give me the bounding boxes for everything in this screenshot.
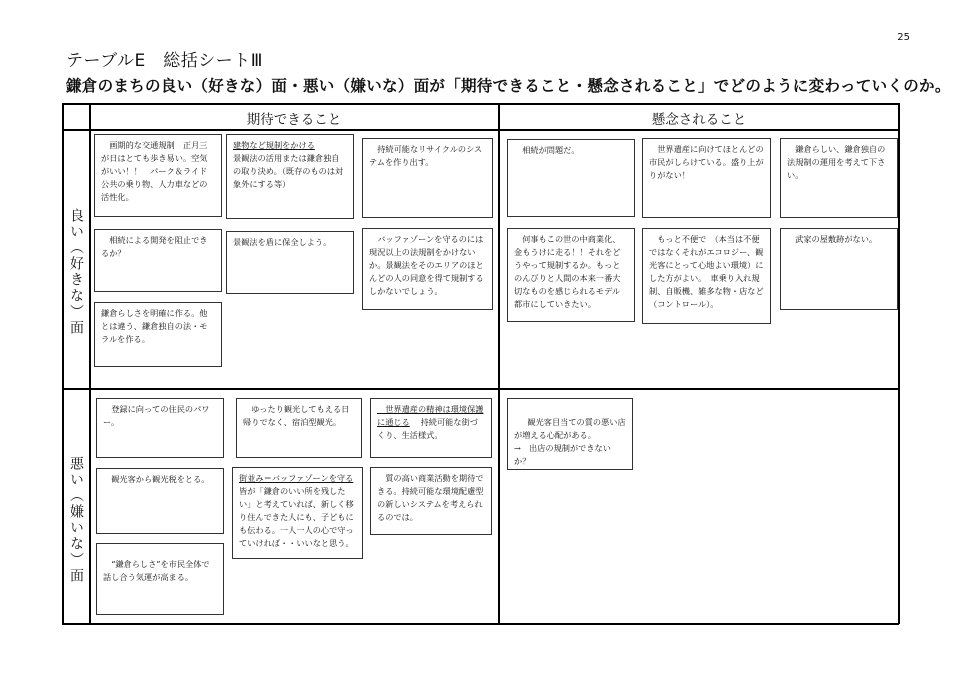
- table-border-mid: [62, 388, 899, 390]
- note-text: バッファゾーンを守るのには現況以上の法規制をかけないか。景観法をそのエリアのほとんどの人の同意を得て規制するしかないでしょう。: [369, 234, 484, 296]
- note-card: [362, 228, 493, 310]
- note-text: 持続可能なリサイクルのシステムを作り出す。: [369, 144, 483, 167]
- note-heading: 街並み＝バッファゾーンを守る: [239, 473, 354, 483]
- row-label-good: 良い（好きな）面: [68, 208, 84, 336]
- table-border-header: [62, 129, 899, 131]
- note-card: [96, 468, 224, 534]
- note-text: もっと不便で （本当は不便ではなくそれがエコロジー、観光客にとって心地よい環境）にした方がよい。 車乗り入れ規制、自販機、雑多な物・店など（コントロール）。: [649, 234, 764, 309]
- note-text: 質の高い商業活動を期待できる。持続可能な環境配慮型の新しいシステムを考えられるのでは。: [377, 473, 484, 522]
- page-number: 25: [897, 32, 910, 43]
- note-card: [94, 134, 222, 217]
- note-card: [780, 228, 898, 310]
- note-text: 景観法の活用または鎌倉独自の取り決め。（既存のものは対象外にする等）: [233, 153, 344, 189]
- page-title: テーブルE 総括シートⅢ: [66, 51, 263, 71]
- note-card: [507, 139, 635, 217]
- note-card: [226, 231, 354, 294]
- note-text: 相続による開発を阻止できるか？: [101, 235, 208, 258]
- note-text: 登録に向っての住民のパワー。: [103, 404, 210, 427]
- note-card: [96, 398, 224, 458]
- note-heading: 世界遺産の精神は環境保護に通じる: [377, 404, 484, 427]
- header-concern: 懸念されること: [651, 112, 747, 128]
- note-card: [232, 467, 363, 559]
- note-heading: 建物など規制をかける: [233, 140, 315, 150]
- note-text: 鎌倉らしさを明確に作る。他とは違う、鎌倉独自の法・モラルを作る。: [101, 308, 208, 344]
- note-card: [94, 302, 222, 367]
- note-card: [362, 138, 493, 218]
- table-border-left: [62, 103, 64, 624]
- note-text: 観光客目当ての質の悪い店が増える心配がある。 → 出店の規制ができないか？: [514, 417, 626, 466]
- table-border-right: [898, 103, 900, 624]
- note-text: 世界遺産に向けてほとんどの市民がしらけている。盛り上がりがない！: [649, 144, 764, 180]
- table-border-bottom: [62, 623, 899, 625]
- note-text: “鎌倉らしさ”を市民全体で話し合う気運が高まる。: [103, 559, 210, 582]
- table-border-center: [498, 103, 500, 624]
- page-subtitle: 鎌倉のまちの良い（好きな）面・悪い（嫌いな）面が「期待できること・懸念されること」でどのように変わっていくのか。: [66, 77, 951, 95]
- row-label-bad: 悪い（嫌いな）面: [68, 456, 84, 584]
- note-card: [370, 467, 492, 535]
- note-text: 鎌倉らしい、鎌倉独自の法規制の運用を考えて下さい。: [787, 144, 886, 180]
- note-text: 持続可能な街づくり、生活様式。: [377, 417, 478, 440]
- note-text: 景観法を盾に保全しよう。: [233, 237, 332, 247]
- note-card: [642, 138, 771, 218]
- note-text: 何事もこの世の中商業化、金もうけに走る！！それをどうやって規制するか。もっとのんびりと人間の本来一番大切なものを感じられるモデル都市にしていきたい。: [514, 234, 621, 309]
- note-card: [370, 398, 492, 458]
- note-card: [642, 228, 771, 324]
- note-text: 観光客から観光税をとる。: [103, 474, 210, 484]
- table-border-label: [89, 103, 91, 624]
- note-text: 画期的な交通規制 正月三が日はとても歩き易い。空気がいい！！ パーク＆ライド 公共の乗り物、人力車などの活性化。: [101, 140, 216, 202]
- header-expect: 期待できること: [246, 112, 342, 128]
- note-text: ゆったり観光してもえる日帰りでなく、宿泊型観光。: [243, 404, 350, 427]
- table-border-top: [62, 103, 899, 105]
- note-card: [507, 228, 635, 322]
- note-card: [507, 398, 633, 470]
- note-text: 皆が「鎌倉のいい所を残したい」と考えていれば、新しく移り住んできた人にも、子どもにも伝わる。一人一人の心で守っていければ・・いいなと思う。: [239, 473, 365, 548]
- note-card: [96, 543, 224, 615]
- note-card: [226, 134, 354, 219]
- note-card: [236, 398, 362, 458]
- note-text: 武家の屋敷跡がない。: [787, 234, 878, 244]
- note-text: 相続が問題だ。: [514, 145, 580, 155]
- note-card: [780, 138, 898, 218]
- note-card: [94, 229, 222, 292]
